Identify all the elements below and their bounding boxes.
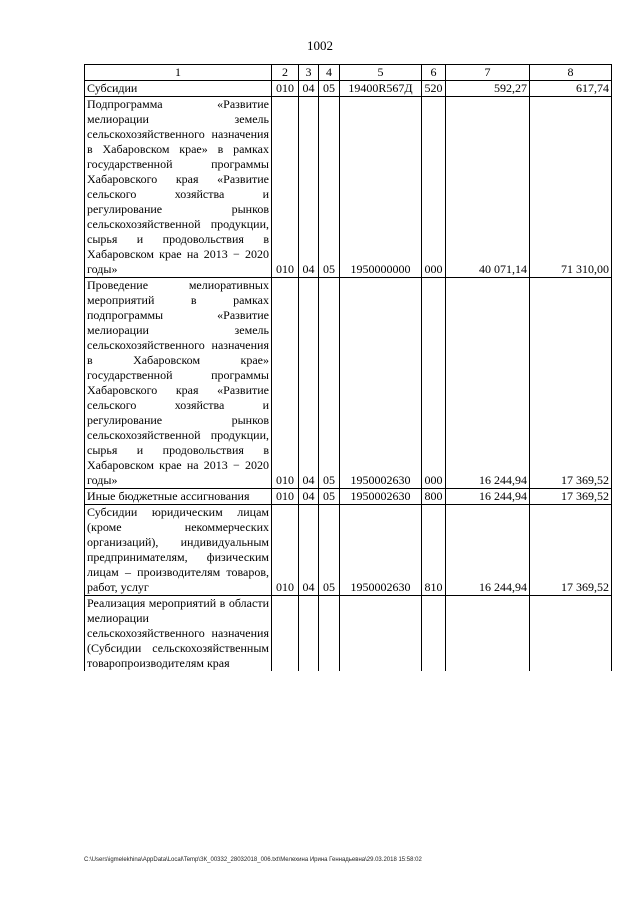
row-target-article: 1950002630 xyxy=(340,489,422,505)
document-footer-path: C:\Users\igmelekhina\AppData\Local\Temp\ЗК_00332_28032018_006.txt\Мелехина Ирина Геннадьевна\29.03.2018 15:58:02 xyxy=(84,857,422,863)
row-code-section: 04 xyxy=(299,489,319,505)
row-name: Субсидии xyxy=(85,81,272,97)
row-code-section xyxy=(299,596,319,672)
row-expense-type: 000 xyxy=(422,278,446,489)
table-row xyxy=(85,278,612,489)
page-number: 1002 xyxy=(307,38,333,53)
col-header-7: 7 xyxy=(446,65,530,81)
row-target-article: 1950000000 xyxy=(340,97,422,278)
row-target-article: 1950002630 xyxy=(340,505,422,596)
budget-table xyxy=(84,64,612,671)
row-amount-2: 617,74 xyxy=(530,81,612,97)
row-amount-1: 16 244,94 xyxy=(446,278,530,489)
header-row xyxy=(85,65,612,81)
row-code-ministry: 010 xyxy=(272,489,299,505)
row-expense-type: 520 xyxy=(422,81,446,97)
row-target-article: 1950002630 xyxy=(340,278,422,489)
col-header-3: 3 xyxy=(299,65,319,81)
row-expense-type: 000 xyxy=(422,97,446,278)
row-code-section: 04 xyxy=(299,81,319,97)
col-header-8: 8 xyxy=(530,65,612,81)
row-name: Реализация мероприятий в области мелиорации сельскохозяйственного назначения (Субсидии сельскохозяйственным товаропроизводителям края xyxy=(85,596,272,672)
row-code-section: 04 xyxy=(299,97,319,278)
row-code-ministry: 010 xyxy=(272,505,299,596)
row-code-section: 04 xyxy=(299,505,319,596)
row-amount-2 xyxy=(530,596,612,672)
row-code-ministry: 010 xyxy=(272,81,299,97)
row-target-article: 19400R567Д xyxy=(340,81,422,97)
row-code-subsection: 05 xyxy=(319,505,340,596)
row-code-subsection: 05 xyxy=(319,489,340,505)
row-code-section: 04 xyxy=(299,278,319,489)
row-amount-1 xyxy=(446,596,530,672)
col-header-2: 2 xyxy=(272,65,299,81)
row-expense-type: 810 xyxy=(422,505,446,596)
table-row xyxy=(85,81,612,97)
row-amount-2: 71 310,00 xyxy=(530,97,612,278)
row-amount-2: 17 369,52 xyxy=(530,278,612,489)
row-amount-1: 16 244,94 xyxy=(446,489,530,505)
row-expense-type: 800 xyxy=(422,489,446,505)
row-code-subsection xyxy=(319,596,340,672)
col-header-4: 4 xyxy=(319,65,340,81)
col-header-1: 1 xyxy=(85,65,272,81)
table-row xyxy=(85,489,612,505)
row-code-ministry: 010 xyxy=(272,278,299,489)
row-expense-type xyxy=(422,596,446,672)
row-name: Субсидии юридическим лицам (кроме некоммерческих организаций), индивидуальным предпринимателям, физическим лицам – производителям товаров, работ, услуг xyxy=(85,505,272,596)
table-row xyxy=(85,596,612,672)
row-amount-2: 17 369,52 xyxy=(530,505,612,596)
row-name: Подпрограмма «Развитие мелиорации земель сельскохозяйственного назначения в Хабаровском крае» в рамках государственной программы Хабаровского края «Развитие сельского хозяйства и регулирование рынков сельскохозяйственной продукции, сырья и продовольствия в Хабаровском крае на 2013 − 2020 годы» xyxy=(85,97,272,278)
row-name: Проведение мелиоративных мероприятий в рамках подпрограммы «Развитие мелиорации земель сельскохозяйственного назначения в Хабаровском крае» государственной программы Хабаровского края «Развитие сельского хозяйства и регулирование рынков сельскохозяйственной продукции, сырья и продовольствия в Хабаровском крае на 2013 − 2020 годы» xyxy=(85,278,272,489)
row-code-subsection: 05 xyxy=(319,278,340,489)
row-code-ministry: 010 xyxy=(272,97,299,278)
row-amount-2: 17 369,52 xyxy=(530,489,612,505)
row-target-article xyxy=(340,596,422,672)
row-code-ministry xyxy=(272,596,299,672)
row-amount-1: 40 071,14 xyxy=(446,97,530,278)
table-row xyxy=(85,97,612,278)
row-code-subsection: 05 xyxy=(319,97,340,278)
row-code-subsection: 05 xyxy=(319,81,340,97)
col-header-5: 5 xyxy=(340,65,422,81)
row-amount-1: 592,27 xyxy=(446,81,530,97)
col-header-6: 6 xyxy=(422,65,446,81)
table-row xyxy=(85,505,612,596)
row-name: Иные бюджетные ассигнования xyxy=(85,489,272,505)
row-amount-1: 16 244,94 xyxy=(446,505,530,596)
